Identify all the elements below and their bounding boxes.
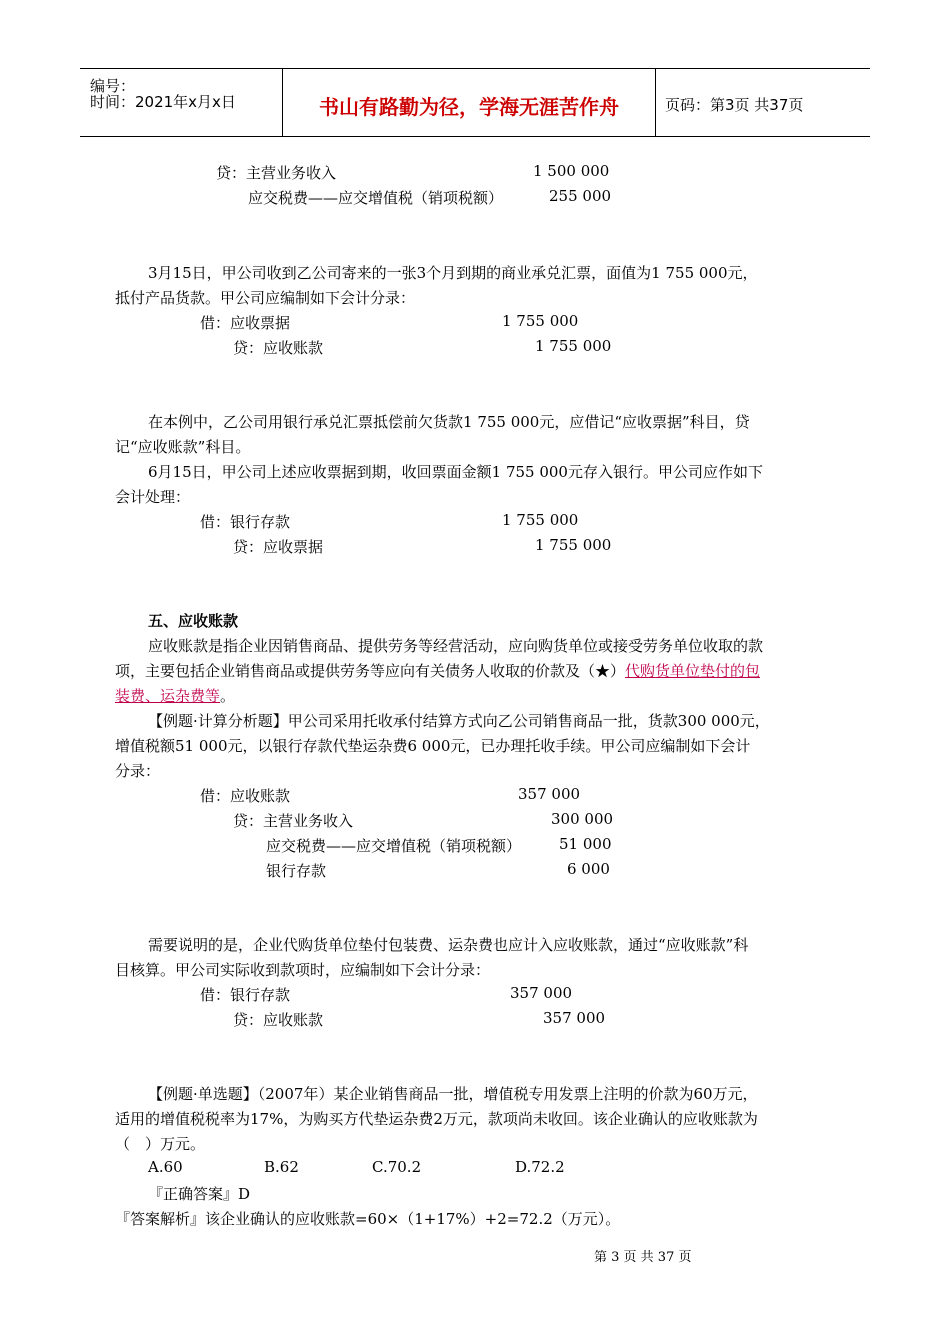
- section5-line3-end: 。: [220, 687, 236, 705]
- entry4-debit-amount: 357 000: [518, 785, 581, 803]
- entry2-debit-amount: 1 755 000: [502, 312, 579, 330]
- header-divider: [655, 69, 656, 136]
- entry4-line4-label: 银行存款: [266, 862, 327, 880]
- entry4-debit-label: 借：应收账款: [200, 787, 291, 805]
- header-code: 编号：: [90, 77, 136, 95]
- page-header: [80, 68, 870, 137]
- entry5-debit-amount: 357 000: [510, 984, 573, 1002]
- para2-line3: 6月15日，甲公司上述应收票据到期，收回票面金额1 755 000元存入银行。甲公司应作如下: [148, 463, 763, 481]
- entry4-line4-amount: 6 000: [567, 860, 610, 878]
- entry1-line2-amount: 255 000: [549, 187, 612, 205]
- entry2-debit-label: 借：应收票据: [200, 314, 291, 332]
- section5-line2: [115, 660, 760, 681]
- para2-line2: 记“应收账款”科目。: [115, 438, 251, 456]
- example2-line2: 适用的增值税税率为17%，为购买方代垫运杂费2万元，款项尚未收回。该企业确认的应收账款为: [115, 1110, 758, 1128]
- header-divider: [282, 69, 283, 136]
- entry5-debit-label: 借：银行存款: [200, 986, 291, 1004]
- section5-highlight-link: 装费、运杂费等: [115, 687, 221, 705]
- entry3-credit-amount: 1 755 000: [535, 536, 612, 554]
- section5-line2-text: 项，主要包括企业销售商品或提供劳务等应向有关债务人收取的价款及（★）: [115, 662, 626, 680]
- option-a: A.60: [148, 1158, 183, 1176]
- header-page-number: 页码：第3页 共37页: [665, 96, 804, 114]
- entry5-credit-amount: 357 000: [543, 1009, 606, 1027]
- option-b: B.62: [264, 1158, 299, 1176]
- entry4-line3-amount: 51 000: [559, 835, 612, 853]
- section5-highlight-link: 代购货单位垫付的包: [625, 662, 761, 680]
- para1-line2: 抵付产品货款。甲公司应编制如下会计分录：: [115, 289, 416, 307]
- footer-page-number: 第 3 页 共 37 页: [594, 1250, 692, 1265]
- entry1-credit-amount: 1 500 000: [533, 162, 610, 180]
- example2-answer: 『正确答案』D: [148, 1185, 251, 1203]
- entry5-credit-label: 贷：应收账款: [233, 1011, 324, 1029]
- entry4-line3-label: 应交税费——应交增值税（销项税额）: [266, 837, 522, 855]
- option-d: D.72.2: [515, 1158, 565, 1176]
- example2-line1: 【例题·单选题】（2007年）某企业销售商品一批，增值税专用发票上注明的价款为60万元，: [148, 1085, 758, 1103]
- header-date: 时间：2021年x月x日: [90, 93, 236, 111]
- entry4-credit-label: 贷：主营业务收入: [233, 812, 354, 830]
- example1-line3: 分录：: [115, 762, 161, 780]
- entry4-credit-amount: 300 000: [551, 810, 614, 828]
- section5-line3: [115, 685, 235, 706]
- para3-line2: 目核算。甲公司实际收到款项时，应编制如下会计分录：: [115, 961, 491, 979]
- header-motto: 书山有路勤为径，学海无涯苦作舟: [319, 95, 619, 119]
- para3-line1: 需要说明的是，企业代购货单位垫付包装费、运杂费也应计入应收账款，通过“应收账款”科: [148, 936, 749, 954]
- entry3-debit-amount: 1 755 000: [502, 511, 579, 529]
- option-c: C.70.2: [372, 1158, 422, 1176]
- example1-line1: 【例题·计算分析题】甲公司采用托收承付结算方式向乙公司销售商品一批，货款300 000元，: [148, 712, 770, 730]
- para1-line1: 3月15日，甲公司收到乙公司寄来的一张3个月到期的商业承兑汇票，面值为1 755 000元，: [148, 264, 758, 282]
- para2-line4: 会计处理：: [115, 488, 191, 506]
- entry2-credit-amount: 1 755 000: [535, 337, 612, 355]
- section5-line1: 应收账款是指企业因销售商品、提供劳务等经营活动，应向购货单位或接受劳务单位收取的款: [148, 637, 764, 655]
- example2-line3: （ ）万元。: [115, 1135, 206, 1153]
- example1-line2: 增值税额51 000元，以银行存款代垫运杂费6 000元，已办理托收手续。甲公司应编制如下会计: [115, 737, 751, 755]
- entry1-line2-label: 应交税费——应交增值税（销项税额）: [248, 189, 504, 207]
- entry1-credit-label: 贷：主营业务收入: [216, 164, 337, 182]
- entry2-credit-label: 贷：应收账款: [233, 339, 324, 357]
- section5-title: 五、应收账款: [148, 612, 239, 630]
- para2-line1: 在本例中，乙公司用银行承兑汇票抵偿前欠货款1 755 000元，应借记“应收票据”科目，贷: [148, 413, 750, 431]
- entry3-debit-label: 借：银行存款: [200, 513, 291, 531]
- entry3-credit-label: 贷：应收票据: [233, 538, 324, 556]
- example2-analysis: 『答案解析』该企业确认的应收账款=60×（1+17%）+2=72.2（万元）。: [115, 1210, 621, 1228]
